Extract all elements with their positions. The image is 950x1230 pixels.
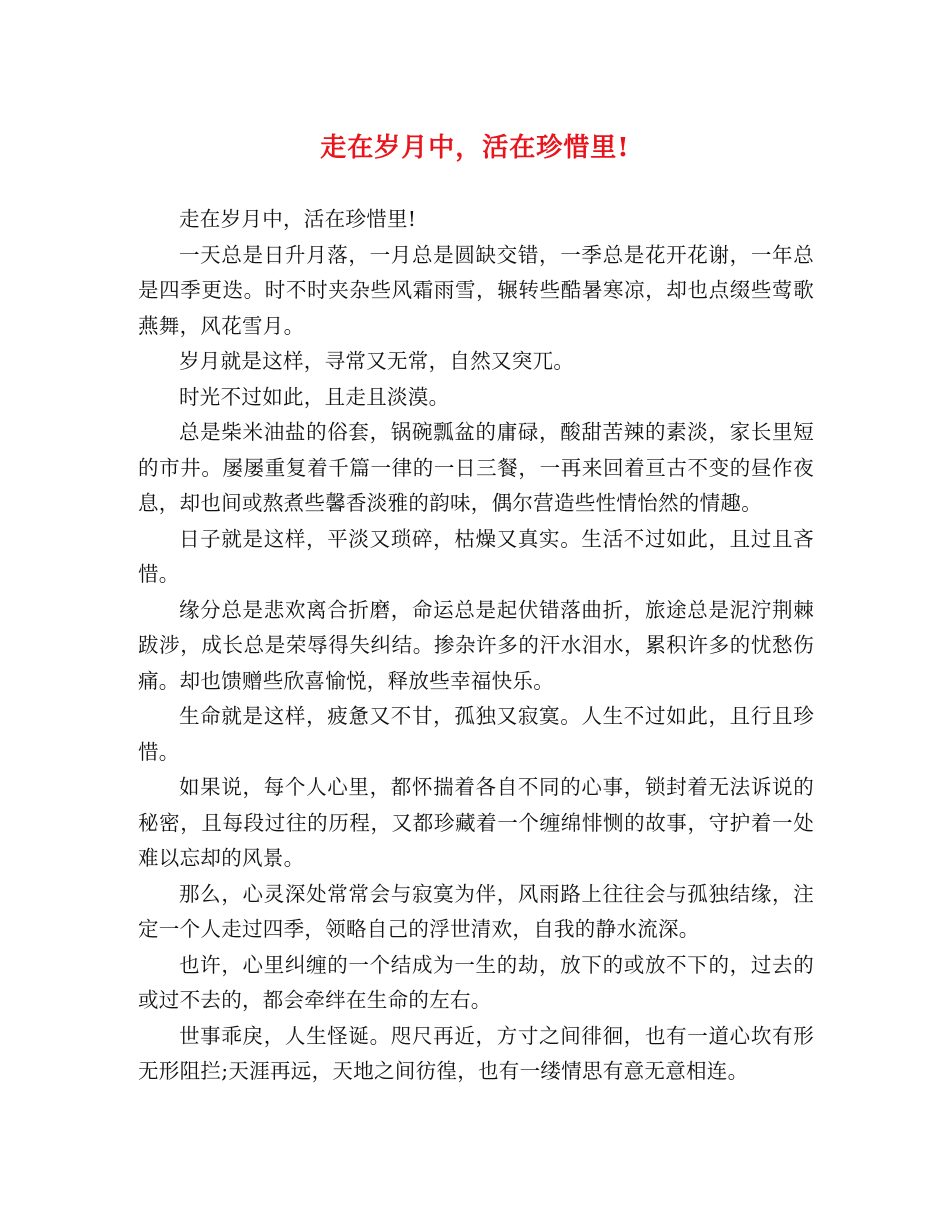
paragraph: 岁月就是这样，寻常又无常，自然又突兀。: [179, 349, 575, 373]
paragraph: 日子就是这样，平淡又琐碎，枯燥又真实。生活不过如此，且过且吝惜。: [138, 526, 814, 586]
paragraph: 一天总是日升月落，一月总是圆缺交错，一季总是花开花谢，一年总是四季更迭。时不时夹杂些风霜雨雪，辗转些酷暑寒凉，却也点缀些莺歌燕舞，风花雪月。: [138, 242, 814, 338]
paragraph: 如果说，每个人心里，都怀揣着各自不同的心事，锁封着无法诉说的秘密，且每段过往的历程，又都珍藏着一个缠绵悱恻的故事，守护着一处难以忘却的风景。: [138, 775, 814, 870]
paragraph: 那么，心灵深处常常会与寂寞为伴，风雨路上往往会与孤独结缘，注定一个人走过四季，领略自己的浮世清欢，自我的静水流深。: [138, 881, 814, 941]
paragraph: 时光不过如此，且走且淡漠。: [179, 384, 450, 409]
paragraph: 也许，心里纠缠的一个结成为一生的劫，放下的或放不下的，过去的或过不去的，都会牵绊在生命的左右。: [138, 952, 814, 1012]
paragraph: 世事乖戾，人生怪诞。咫尺再近，方寸之间徘徊，也有一道心坎有形无形阻拦;天涯再远，天地之间彷徨，也有一缕情思有意无意相连。: [138, 1023, 814, 1083]
paragraph: 走在岁月中，活在珍惜里!: [179, 207, 417, 231]
paragraph: 缘分总是悲欢离合折磨，命运总是起伏错落曲折，旅途总是泥泞荆棘跋涉，成长总是荣辱得失纠结。掺杂许多的汗水泪水，累积许多的忧愁伤痛。却也馈赠些欣喜愉悦，释放些幸福快乐。: [138, 597, 814, 693]
paragraph: 生命就是这样，疲惫又不甘，孤独又寂寞。人生不过如此，且行且珍惜。: [138, 704, 814, 764]
document-body: [138, 202, 814, 1090]
paragraph: 总是柴米油盐的俗套，锅碗瓢盆的庸碌，酸甜苦辣的素淡，家长里短的市井。屡屡重复着千篇一律的一日三餐，一再来回着亘古不变的昼作夜息，却也间或熬煮些馨香淡雅的韵味，偶尔营造些性情怡然的情趣。: [138, 420, 814, 515]
document-title: 走在岁月中，活在珍惜里!: [320, 133, 630, 163]
